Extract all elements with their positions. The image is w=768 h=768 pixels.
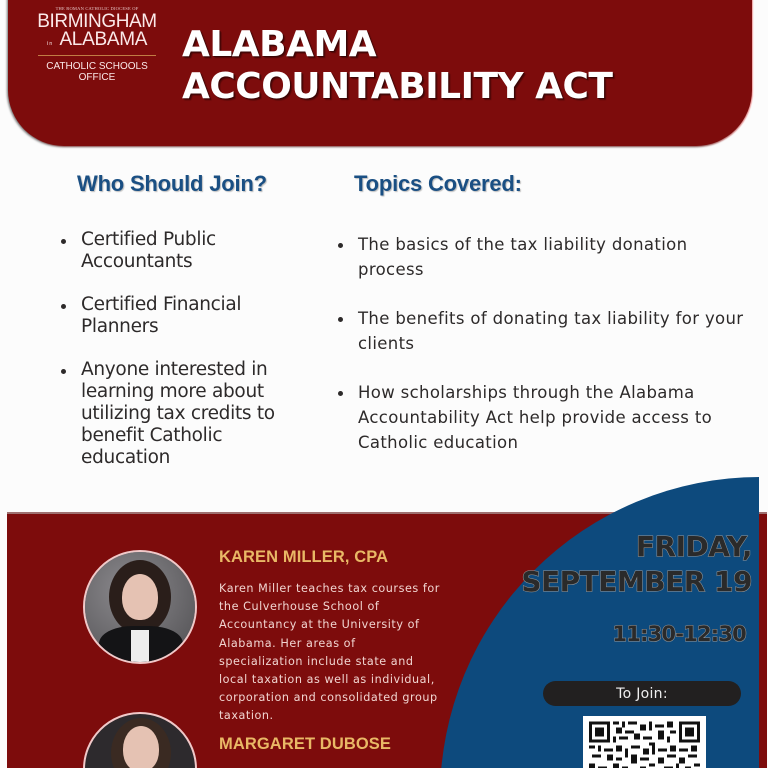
event-date: SEPTEMBER 19 <box>521 565 752 598</box>
photo-face <box>122 574 158 620</box>
title-line-2: ACCOUNTABILITY ACT <box>182 66 613 107</box>
list-item: How scholarships through the Alabama Accountability Act help provide access to Catholic education <box>336 380 766 455</box>
qr-code-icon[interactable] <box>583 716 706 768</box>
photo-face <box>123 726 159 768</box>
qr-code-graphic <box>589 721 700 768</box>
logo-office-line1: CATHOLIC SCHOOLS <box>46 61 148 72</box>
speaker-bio: Karen Miller teaches tax courses for the Culverhouse School of Accountancy at the University of Alabama. Her areas of specialization include state and local taxation as well as individual, corporation and consolidated group taxation. <box>219 582 440 723</box>
logo-top-line: THE ROMAN CATHOLIC DIOCESE OF <box>55 6 139 11</box>
list-item: Certified Financial Planners <box>59 294 309 338</box>
topics-covered-heading: Topics Covered: <box>354 171 522 196</box>
logo-in-word: in <box>46 41 54 47</box>
list-item: The basics of the tax liability donation process <box>336 232 726 282</box>
speaker-name: KAREN MILLER, CPA <box>219 548 389 566</box>
photo-shirt <box>131 630 149 664</box>
list-item: The benefits of donating tax liability for your clients <box>336 306 746 356</box>
who-should-join-heading: Who Should Join? <box>77 171 267 196</box>
logo-office-line2: OFFICE <box>78 72 116 83</box>
speaker-photo-karen-miller <box>83 550 197 664</box>
to-join-label: To Join: <box>543 681 741 706</box>
event-day: FRIDAY, <box>635 530 752 563</box>
list-item: Anyone interested in learning more about utilizing tax credits to benefit Catholic education <box>59 359 309 469</box>
logo-city: BIRMINGHAM <box>37 11 157 32</box>
speaker-name: MARGARET DUBOSE <box>219 735 392 753</box>
logo-state: ALABAMA <box>59 29 148 50</box>
event-time: 11:30-12:30 <box>612 622 746 646</box>
title-line-1: ALABAMA <box>182 24 377 65</box>
list-item: Certified Public Accountants <box>59 229 309 273</box>
